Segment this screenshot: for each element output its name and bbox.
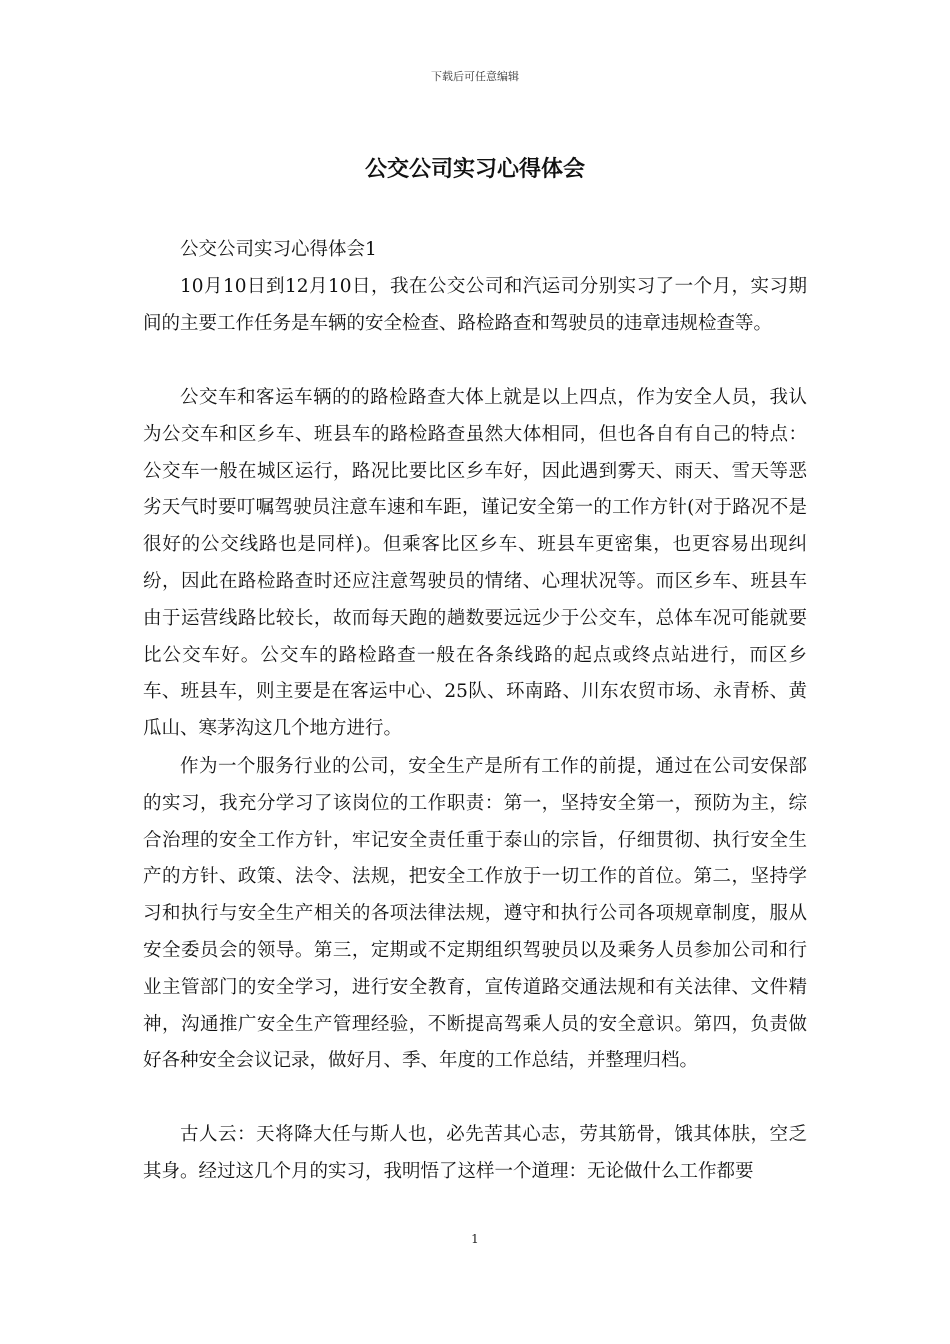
section-subtitle: 公交公司实习心得体会1 <box>180 239 377 260</box>
paragraph-road-inspection: 公交车和客运车辆的的路检路查大体上就是以上四点，作为安全人员，我认为公交车和区乡车、班县车的路检路查虽然大体相同，但也各自有自己的特点：公交车一般在城区运行，路况比要比区乡车好，因此遇到雾天、雨天、雪天等恶劣天气时要叮嘱驾驶员注意车速和车距，谨记安全第一的工作方针(对于路况不是很好的公交线路也是同样)。但乘客比区乡车、班县车更密集，也更容易出现纠纷，因此在路检路查时还应注意驾驶员的情绪、心理状况等。而区乡车、班县车由于运营线路比较长，故而每天跑的趟数要远远少于公交车，总体车况可能就要比公交车好。公交车的路检路查一般在各条线路的起点或终点站进行，而区乡车、班县车，则主要是在客运中心、25队、环南路、川东农贸市场、永青桥、黄瓜山、寒茅沟这几个地方进行。 <box>143 387 807 740</box>
page-header-note: 下载后可任意编辑 <box>431 70 519 83</box>
paragraph-job-duties: 作为一个服务行业的公司，安全生产是所有工作的前提，通过在公司安保部的实习，我充分学习了该岗位的工作职责：第一，坚持安全第一，预防为主，综合治理的安全工作方针，牢记安全责任重于泰山的宗旨，仔细贯彻、执行安全生产的方针、政策、法令、法规，把安全工作放于一切工作的首位。第二，坚持学习和执行与安全生产相关的各项法律法规，遵守和执行公司各项规章制度，服从安全委员会的领导。第三，定期或不定期组织驾驶员以及乘务人员参加公司和行业主管部门的安全学习，进行安全教育，宣传道路交通法规和有关法律、文件精神，沟通推广安全生产管理经验，不断提高驾乘人员的安全意识。第四，负责做好各种安全会议记录，做好月、季、年度的工作总结，并整理归档。 <box>143 756 807 1072</box>
paragraph-reflection: 古人云：天将降大任与斯人也，必先苦其心志，劳其筋骨，饿其体肤，空乏其身。经过这几个月的实习，我明悟了这样一个道理：无论做什么工作都要 <box>143 1124 807 1182</box>
page-number: 1 <box>471 1232 479 1246</box>
document-title: 公交公司实习心得体会 <box>364 156 585 182</box>
paragraph-intro: 10月10日到12月10日，我在公交公司和汽运司分别实习了一个月，实习期间的主要工作任务是车辆的安全检查、路检路查和驾驶员的违章违规检查等。 <box>143 276 807 334</box>
